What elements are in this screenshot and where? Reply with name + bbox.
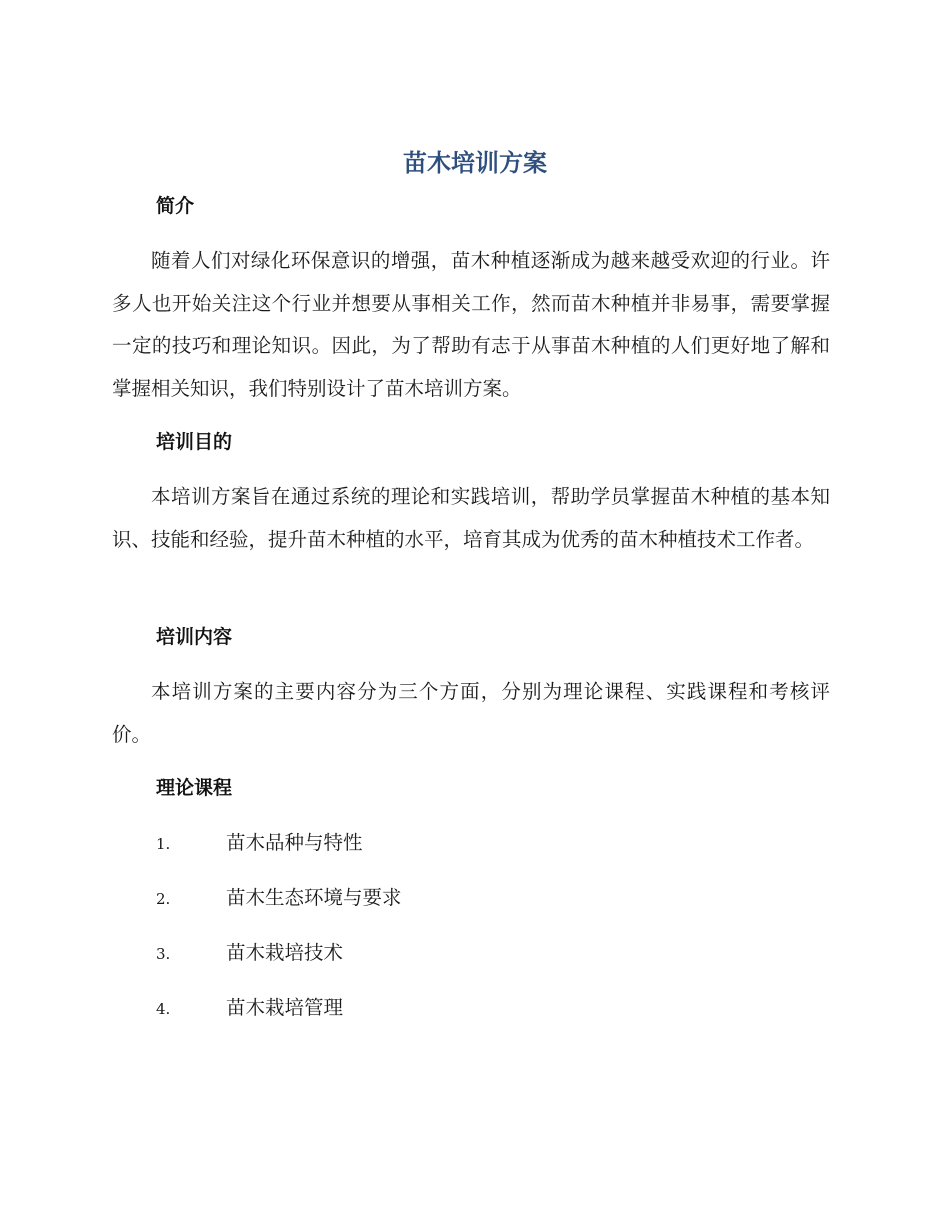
list-item-text: 苗木栽培技术 [226,941,344,964]
section-paragraph-content: 本培训方案的主要内容分为三个方面，分别为理论课程、实践课程和考核评价。 [112,680,830,746]
list-item-text: 苗木栽培管理 [226,996,344,1019]
list-item-number: 2. [156,890,171,908]
section-heading-content: 培训内容 [156,626,233,648]
list-item-number: 3. [156,945,171,963]
list-item-text: 苗木生态环境与要求 [226,886,402,909]
list-item-text: 苗木品种与特性 [226,831,363,854]
section-paragraph-intro: 随着人们对绿化环保意识的增强，苗木种植逐渐成为越来越受欢迎的行业。许多人也开始关注这个行业并想要从事相关工作，然而苗木种植并非易事，需要掌握一定的技巧和理论知识。因此，为了帮助有志于从事苗木种植的人们更好地了解和掌握相关知识，我们特别设计了苗木培训方案。 [112,249,830,400]
list-item-number: 1. [156,835,171,853]
list-item [156,828,756,858]
section-heading-purpose: 培训目的 [156,431,233,453]
document-title: 苗木培训方案 [403,149,547,177]
list-item-number: 4. [156,1000,171,1018]
section-heading-intro: 简介 [156,195,195,217]
section-paragraph-purpose: 本培训方案旨在通过系统的理论和实践培训，帮助学员掌握苗木种植的基本知识、技能和经验，提升苗木种植的水平，培育其成为优秀的苗木种植技术工作者。 [112,485,830,551]
list-item [156,883,756,913]
section-heading-theory: 理论课程 [156,777,233,799]
list-item [156,938,756,968]
list-item [156,993,756,1023]
